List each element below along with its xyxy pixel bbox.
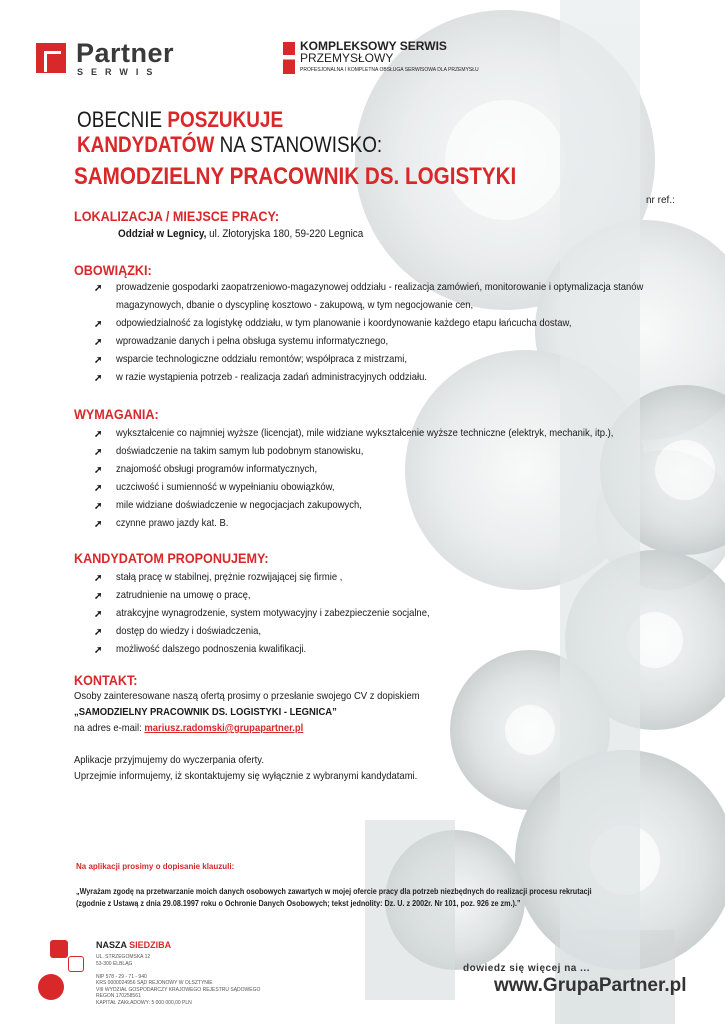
offer-title: KANDYDATOM PROPONUJEMY: xyxy=(74,550,269,566)
offer-list xyxy=(94,568,654,658)
list-item: ➚ prowadzenie gospodarki zaopatrzeniowo-magazynowej oddziału - realizacja zamówień, monitorowanie i optymalizacja stanów xyxy=(94,281,644,294)
list-item: magazynowych, dbanie o dyscyplinę kosztowo - zakupową, w tym negocjowanie cen, xyxy=(116,299,474,311)
arrow-bullet-icon: ➚ xyxy=(94,501,103,512)
list-item: ➚ mile widziane doświadczenie w negocjacjach zakupowych, xyxy=(94,499,362,512)
contact-text: Osoby zainteresowane naszą ofertą prosimy o przesłanie swojego CV z dopiskiem „SAMODZIELNY PRACOWNIK DS. LOGISTYKI - LEGNICA” na adres e-mail: mariusz.radomski@grupapartner.pl xyxy=(74,690,420,734)
list-item: ➚ wprowadzanie danych i pełna obsługa systemu informatycznego, xyxy=(94,335,389,348)
position-title: SAMODZIELNY PRACOWNIK DS. LOGISTYKI xyxy=(74,163,517,190)
requirements-title: WYMAGANIA: xyxy=(74,406,159,422)
duties-title: OBOWIĄZKI: xyxy=(74,262,152,278)
arrow-bullet-icon: ➚ xyxy=(94,573,103,584)
list-item: ➚ dostęp do wiedzy i doświadczenia, xyxy=(94,625,261,638)
duties-list xyxy=(94,278,654,386)
partner-logo-name: Partner xyxy=(76,38,175,68)
arrow-bullet-icon: ➚ xyxy=(94,319,103,330)
email-link[interactable]: mariusz.radomski@grupapartner.pl xyxy=(144,722,304,734)
list-item: ➚ znajomość obsługi programów informatycznych, xyxy=(94,463,318,476)
clause-text: „Wyrażam zgodę na przetwarzanie moich danych osobowych zawartych w mojej ofercie pracy dla potrzeb niezbędnych do realizacji procesu rekrutacji (zgodnie z Ustawą z dnia 29.08.1997 roku o Ochronie Danych Osobowych; tekst jednolity: Dz. U. z 2002r. Nr 101, poz. 926 ze zm.).” xyxy=(76,887,592,908)
arrow-bullet-icon: ➚ xyxy=(94,373,103,384)
list-item: ➚ atrakcyjne wynagrodzenie, system motywacyjny i zabezpieczenie socjalne, xyxy=(94,607,430,620)
footer-address: UL. STRZEGOMSKA 12 53-300 ELBLĄG NIP 578 - 29 - 71 - 940 KRS 0000024956 SĄD REJONOWY W OLSZTYNIE VIII WYDZIAŁ GOSPODARCZY KRAJOWEGO REJESTRU SĄDOWEGO REGON 170258561 KAPITAŁ ZAKŁADOWY: 5 000 000,00 PLN xyxy=(96,954,261,1006)
clause-title: Na aplikacji prosimy o dopisanie klauzuli: xyxy=(76,862,235,871)
location-text: Oddział w Legnicy, ul. Złotoryjska 180, 59-220 Legnica xyxy=(118,228,364,240)
kompleksowy-line2: PRZEMYSŁOWY xyxy=(300,51,394,65)
list-item: ➚ wsparcie technologiczne oddziału remontów; współpraca z mistrzami, xyxy=(94,353,407,366)
list-item: ➚ czynne prawo jazdy kat. B. xyxy=(94,517,229,530)
kompleksowy-line3: PROFESJONALNA I KOMPLETNA OBSŁUGA SERWISOWA DLA PRZEMYSŁU xyxy=(300,67,479,73)
list-item: ➚ uczciwość i sumienność w wypełnianiu obowiązków, xyxy=(94,481,335,494)
location-title: LOKALIZACJA / MIEJSCE PRACY: xyxy=(74,208,280,224)
list-item: ➚ doświadczenie na takim samym lub podobnym stanowisku, xyxy=(94,445,364,458)
footer-more-info: dowiedz się więcej na ... xyxy=(463,963,590,974)
list-item: ➚ zatrudnienie na umowę o pracę, xyxy=(94,589,251,602)
list-item: ➚ wykształcenie co najmniej wyższe (licencjat), mile widziane wykształcenie wyższe techniczne (elektryk, mechanik, itp.), xyxy=(94,427,614,440)
arrow-bullet-icon: ➚ xyxy=(94,609,103,620)
footer-heading: NASZA SIEDZIBA xyxy=(96,940,172,950)
tools-icon xyxy=(68,956,84,972)
arrow-bullet-icon: ➚ xyxy=(94,429,103,440)
arrow-bullet-icon: ➚ xyxy=(94,591,103,602)
list-item: ➚ stałą pracę w stabilnej, prężnie rozwijającej się firmie , xyxy=(94,571,343,584)
reference-number: nr ref.: xyxy=(646,195,675,206)
partner-logo-icon xyxy=(36,43,66,73)
arrow-bullet-icon: ➚ xyxy=(94,447,103,458)
partner-logo-sub: SERWIS xyxy=(77,67,161,77)
list-item: ➚ możliwość dalszego podnoszenia kwalifikacji. xyxy=(94,643,307,656)
headline-line2: KANDYDATÓW NA STANOWISKO: xyxy=(77,132,383,157)
gear-icon xyxy=(38,974,64,1000)
arrow-bullet-icon: ➚ xyxy=(94,483,103,494)
arrow-bullet-icon: ➚ xyxy=(94,645,103,656)
kompleksowy-logo[interactable] xyxy=(283,39,479,80)
partner-logo[interactable] xyxy=(36,40,196,80)
headline-line1: OBECNIE POSZUKUJE xyxy=(77,107,284,132)
arrow-bullet-icon: ➚ xyxy=(94,465,103,476)
contact-title: KONTAKT: xyxy=(74,672,138,688)
arrow-bullet-icon: ➚ xyxy=(94,355,103,366)
list-item: ➚ w razie wystąpienia potrzeb - realizacja zadań administracyjnych oddziału. xyxy=(94,371,427,384)
kompleksowy-logo-icon xyxy=(283,42,295,74)
arrow-bullet-icon: ➚ xyxy=(94,519,103,530)
arrow-bullet-icon: ➚ xyxy=(94,337,103,348)
kompleksowy-line1: KOMPLEKSOWY SERWIS xyxy=(300,39,447,53)
helmet-icon xyxy=(50,940,68,958)
arrow-bullet-icon: ➚ xyxy=(94,283,103,294)
arrow-bullet-icon: ➚ xyxy=(94,627,103,638)
list-item: ➚ odpowiedzialność za logistykę oddziału, w tym planowanie i koordynowanie każdego etapu łańcucha dostaw, xyxy=(94,317,572,330)
requirements-list xyxy=(94,424,654,532)
website-link[interactable]: www.GrupaPartner.pl xyxy=(494,975,687,996)
contact-notes: Aplikacje przyjmujemy do wyczerpania oferty. Uprzejmie informujemy, iż skontaktujemy się wyłącznie z wybranymi kandydatami. xyxy=(74,754,418,782)
footer-icons xyxy=(36,940,86,1010)
